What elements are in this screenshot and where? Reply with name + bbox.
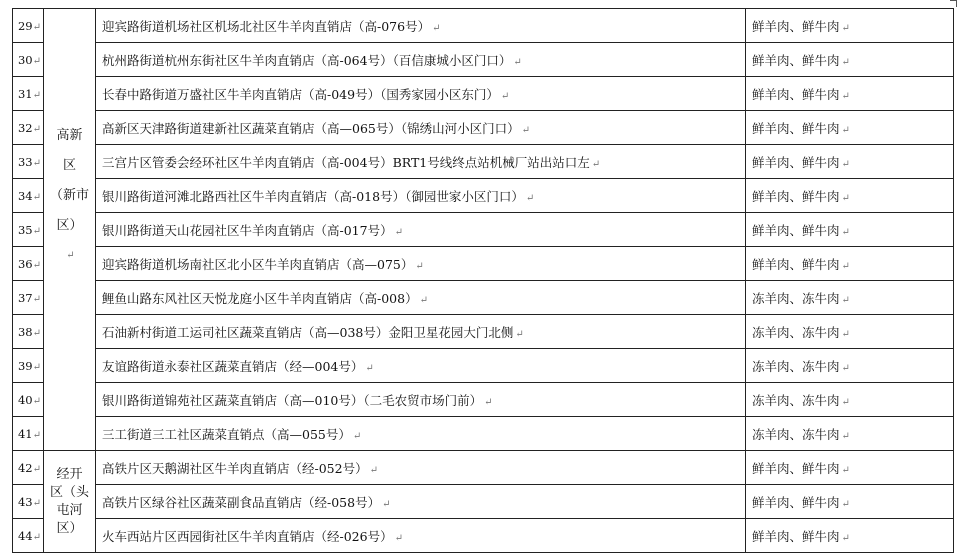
table-row — [13, 315, 954, 349]
shop-name-cell: 三宫片区管委会经环社区牛羊肉直销店（高-004号）BRT1号线终点站机械厂站出站口左 ↵ — [96, 145, 746, 179]
table-row — [13, 519, 954, 553]
products-cell: 鲜羊肉、鲜牛肉 ↵ — [746, 213, 954, 247]
products-cell: 鲜羊肉、鲜牛肉 ↵ — [746, 43, 954, 77]
table-row — [13, 485, 954, 519]
shop-name-cell: 高新区天津路街道建新社区蔬菜直销店（高—065号）（锦绣山河小区门口） ↵ — [96, 111, 746, 145]
shop-name-cell: 石油新村街道工运司社区蔬菜直销店（高—038号）金阳卫星花园大门北侧 ↵ — [96, 315, 746, 349]
row-number: 29↵ — [13, 9, 44, 43]
products-cell: 鲜羊肉、鲜牛肉 ↵ — [746, 485, 954, 519]
table-row — [13, 77, 954, 111]
row-number: 31↵ — [13, 77, 44, 111]
shop-name-cell: 银川路街道河滩北路西社区牛羊肉直销店（高-018号）（御园世家小区门口） ↵ — [96, 179, 746, 213]
row-number: 30↵ — [13, 43, 44, 77]
row-number: 32↵ — [13, 111, 44, 145]
products-cell: 冻羊肉、冻牛肉 ↵ — [746, 417, 954, 451]
shop-name-cell: 高铁片区天鹅湖社区牛羊肉直销店（经-052号） ↵ — [96, 451, 746, 485]
products-cell: 冻羊肉、冻牛肉 ↵ — [746, 281, 954, 315]
district-cell-high-tech: 高新 区 （新市 区） ↵ — [44, 9, 96, 451]
products-cell: 冻羊肉、冻牛肉 ↵ — [746, 315, 954, 349]
table-row — [13, 179, 954, 213]
shop-name-cell: 杭州路街道杭州东街社区牛羊肉直销店（高-064号）（百信康城小区门口） ↵ — [96, 43, 746, 77]
row-number: 34↵ — [13, 179, 44, 213]
shop-name-cell: 银川路街道锦苑社区蔬菜直销店（高—010号）（二毛农贸市场门前） ↵ — [96, 383, 746, 417]
row-number: 35↵ — [13, 213, 44, 247]
products-cell: 鲜羊肉、鲜牛肉 ↵ — [746, 451, 954, 485]
table-row — [13, 43, 954, 77]
products-cell: 鲜羊肉、鲜牛肉 ↵ — [746, 145, 954, 179]
shop-name-cell: 高铁片区绿谷社区蔬菜副食品直销店（经-058号） ↵ — [96, 485, 746, 519]
shop-name-cell: 迎宾路街道机场社区机场北社区牛羊肉直销店（高-076号） ↵ — [96, 9, 746, 43]
table-row — [13, 9, 954, 43]
row-number: 41↵ — [13, 417, 44, 451]
shop-name-cell: 火车西站片区西园街社区牛羊肉直销店（经-026号） ↵ — [96, 519, 746, 553]
products-cell: 鲜羊肉、鲜牛肉 ↵ — [746, 9, 954, 43]
table-row — [13, 247, 954, 281]
products-cell: 冻羊肉、冻牛肉 ↵ — [746, 349, 954, 383]
row-number: 43↵ — [13, 485, 44, 519]
shop-name-cell: 鲤鱼山路东风社区天悦龙庭小区牛羊肉直销店（高-008） ↵ — [96, 281, 746, 315]
products-cell: 冻羊肉、冻牛肉 ↵ — [746, 383, 954, 417]
table-row — [13, 349, 954, 383]
table-corner-marker — [950, 0, 957, 7]
products-cell: 鲜羊肉、鲜牛肉 ↵ — [746, 247, 954, 281]
row-number: 33↵ — [13, 145, 44, 179]
row-number: 39↵ — [13, 349, 44, 383]
shop-name-cell: 银川路街道天山花园社区牛羊肉直销店（高-017号） ↵ — [96, 213, 746, 247]
row-number: 36↵ — [13, 247, 44, 281]
row-number: 42↵ — [13, 451, 44, 485]
shop-name-cell: 三工街道三工社区蔬菜直销点（高—055号） ↵ — [96, 417, 746, 451]
shop-name-cell: 友谊路街道永泰社区蔬菜直销店（经—004号） ↵ — [96, 349, 746, 383]
shop-name-cell: 长春中路街道万盛社区牛羊肉直销店（高-049号）（国秀家园小区东门） ↵ — [96, 77, 746, 111]
table-row — [13, 383, 954, 417]
row-number: 37↵ — [13, 281, 44, 315]
row-number: 44↵ — [13, 519, 44, 553]
table-row — [13, 451, 954, 485]
shop-name-cell: 迎宾路街道机场南社区北小区牛羊肉直销店（高—075） ↵ — [96, 247, 746, 281]
row-number: 38↵ — [13, 315, 44, 349]
table-row — [13, 145, 954, 179]
table-row — [13, 281, 954, 315]
row-number: 40↵ — [13, 383, 44, 417]
products-cell: 鲜羊肉、鲜牛肉 ↵ — [746, 519, 954, 553]
table-row — [13, 417, 954, 451]
products-cell: 鲜羊肉、鲜牛肉 ↵ — [746, 111, 954, 145]
district-cell-econ: 经开 区（头 屯河 区） — [44, 451, 96, 553]
table-row — [13, 111, 954, 145]
products-cell: 鲜羊肉、鲜牛肉 ↵ — [746, 179, 954, 213]
products-cell: 鲜羊肉、鲜牛肉 ↵ — [746, 77, 954, 111]
table-row — [13, 213, 954, 247]
shop-table — [12, 8, 954, 553]
